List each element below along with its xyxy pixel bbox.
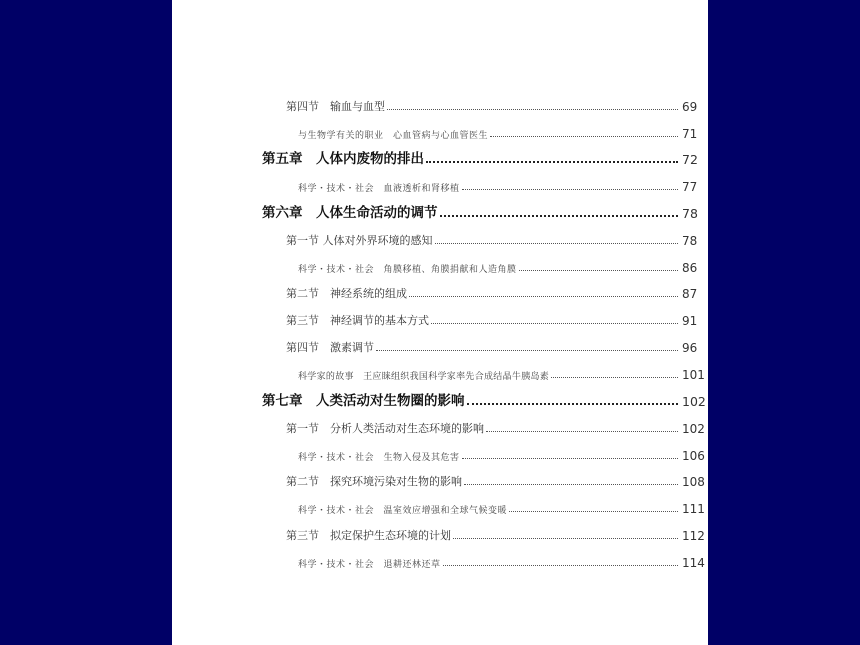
- toc-page-number: 86: [682, 261, 698, 275]
- toc-entry-title: 第一节 人体对外界环境的感知: [286, 234, 433, 247]
- toc-entry: [172, 281, 708, 301]
- dot-leader: [409, 296, 678, 297]
- toc-entry-title: 科学・技术・社会 温室效应增强和全球气候变暖: [298, 506, 508, 516]
- toc-entry: [172, 416, 708, 436]
- toc-entry: [172, 94, 708, 114]
- dot-leader: [490, 136, 678, 137]
- dot-leader: [376, 350, 678, 351]
- toc-entry: [172, 308, 708, 328]
- dot-leader: [443, 565, 678, 566]
- toc-page-number: 114: [682, 556, 705, 570]
- dot-leader: [387, 109, 678, 110]
- toc-entry-title: 第七章 人类活动对生物圈的影响: [262, 393, 465, 409]
- dot-leader: [486, 431, 678, 432]
- toc-entry: [172, 121, 708, 141]
- dot-leader: [464, 484, 678, 485]
- toc-entry-title: 第四节 激素调节: [286, 341, 374, 354]
- toc-page-number: 96: [682, 341, 698, 355]
- dot-leader: [519, 270, 678, 271]
- toc-entry-title: 第四节 输血与血型: [286, 100, 385, 113]
- toc-page-number: 106: [682, 449, 705, 463]
- dot-leader: [509, 511, 678, 512]
- toc-entry-title: 第二节 探究环境污染对生物的影响: [286, 475, 462, 488]
- toc-entry-title: 科学・技术・社会 生物入侵及其危害: [298, 453, 460, 463]
- toc-page-number: 69: [682, 100, 698, 114]
- toc-entry: [172, 201, 708, 221]
- toc-page-number: 91: [682, 314, 698, 328]
- toc-entry: [172, 443, 708, 463]
- toc-entry: [172, 389, 708, 409]
- toc-entry-title: 第三节 拟定保护生态环境的计划: [286, 529, 451, 542]
- toc-entry-title: 第三节 神经调节的基本方式: [286, 314, 429, 327]
- toc-entry: [172, 469, 708, 489]
- toc-page-number: 77: [682, 180, 698, 194]
- toc-entry-title: 科学・技术・社会 退耕还林还草: [298, 560, 441, 570]
- toc-page-number: 102: [682, 422, 705, 436]
- dot-leader: [551, 377, 678, 378]
- toc-entry: [172, 550, 708, 570]
- toc-page-number: 111: [682, 502, 705, 516]
- dot-leader: [440, 215, 679, 217]
- dot-leader: [431, 323, 678, 324]
- document-page: [172, 0, 708, 645]
- toc-entry: [172, 255, 708, 275]
- toc-entry: [172, 147, 708, 167]
- toc-page-number: 102: [682, 394, 706, 409]
- toc-page-number: 72: [682, 152, 698, 167]
- toc-entry-title: 第五章 人体内废物的排出: [262, 151, 424, 167]
- toc-entry: [172, 362, 708, 382]
- toc-entry: [172, 523, 708, 543]
- toc-entry-title: 第二节 神经系统的组成: [286, 287, 407, 300]
- toc-entry-title: 与生物学有关的职业 心血管病与心血管医生: [298, 131, 489, 141]
- toc-entry-title: 第六章 人体生命活动的调节: [262, 205, 438, 221]
- toc-page-number: 71: [682, 127, 698, 141]
- toc-entry: [172, 335, 708, 355]
- toc-entry-title: 第一节 分析人类活动对生态环境的影响: [286, 422, 484, 435]
- toc-page-number: 78: [682, 206, 698, 221]
- dot-leader: [453, 538, 678, 539]
- toc-entry: [172, 174, 708, 194]
- toc-page-number: 78: [682, 234, 698, 248]
- toc-page-number: 101: [682, 368, 705, 382]
- toc-entry-title: 科学・技术・社会 角膜移植、角膜捐献和人造角膜: [298, 265, 517, 275]
- dot-leader: [462, 189, 678, 190]
- dot-leader: [435, 243, 679, 244]
- toc-entry-title: 科学・技术・社会 血液透析和肾移植: [298, 184, 460, 194]
- toc-entry: [172, 496, 708, 516]
- toc-page-number: 108: [682, 475, 705, 489]
- toc-page-number: 112: [682, 529, 705, 543]
- toc-page-number: 87: [682, 287, 698, 301]
- toc-entry-title: 科学家的故事 王应睐组织我国科学家率先合成结晶牛胰岛素: [298, 372, 550, 382]
- toc-entry: [172, 228, 708, 248]
- dot-leader: [462, 458, 678, 459]
- dot-leader: [426, 161, 678, 163]
- dot-leader: [467, 403, 679, 405]
